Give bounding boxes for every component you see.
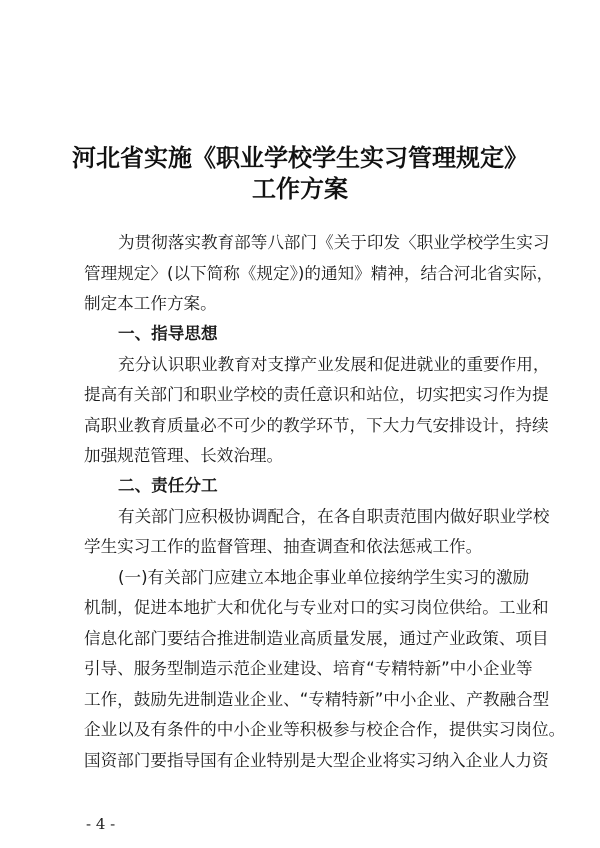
paragraph-item-one-line-5: 工作，鼓励先进制造业企业、“专精特新”中小企业、产教融合型: [84, 690, 550, 709]
paragraph-intro-line-3: 制定本工作方案。: [84, 294, 217, 313]
paragraph-item-one-line-1: (一)有关部门应建立本地企事业单位接纳学生实习的激励: [118, 568, 530, 587]
paragraph-intro-line-1: 为贯彻落实教育部等八部门《关于印发〈职业学校学生实习: [118, 233, 550, 252]
paragraph-guiding-line-1: 充分认识职业教育对支撑产业发展和促进就业的重要作用，: [118, 355, 550, 374]
paragraph-item-one-line-6: 企业以及有条件的中小企业等积极参与校企合作，提供实习岗位。: [84, 720, 566, 739]
paragraph-responsibility-line-1: 有关部门应积极协调配合，在各自职责范围内做好职业学校: [118, 507, 550, 526]
page-number: - 4 -: [86, 815, 116, 833]
paragraph-guiding-line-4: 加强规范管理、长效治理。: [84, 446, 284, 465]
paragraph-guiding-line-2: 提高有关部门和职业学校的责任意识和站位，切实把实习作为提: [84, 385, 549, 404]
paragraph-responsibility-line-2: 学生实习工作的监督管理、抽查调查和依法惩戒工作。: [84, 537, 483, 556]
paragraph-item-one-line-4: 引导、服务型制造示范企业建设、培育“专精特新”中小企业等: [84, 659, 533, 678]
paragraph-item-one-line-3: 信息化部门要结合推进制造业高质量发展，通过产业政策、项目: [84, 629, 549, 648]
document-title-line-1: 河北省实施《职业学校学生实习管理规定》: [72, 143, 528, 172]
section-heading-responsibilities: 二、责任分工: [118, 476, 218, 495]
section-heading-guiding-thought: 一、指导思想: [118, 324, 218, 343]
paragraph-intro-line-2: 管理规定〉(以下简称《规定》)的通知》精神，结合河北省实际，: [84, 264, 554, 283]
paragraph-item-one-line-7: 国资部门要指导国有企业特别是大型企业将实习纳入企业人力资: [84, 751, 549, 770]
paragraph-guiding-line-3: 高职业教育质量必不可少的教学环节，下大力气安排设计，持续: [84, 416, 549, 435]
document-title-line-2: 工作方案: [252, 174, 348, 203]
paragraph-item-one-line-2: 机制，促进本地扩大和优化与专业对口的实习岗位供给。工业和: [84, 598, 549, 617]
